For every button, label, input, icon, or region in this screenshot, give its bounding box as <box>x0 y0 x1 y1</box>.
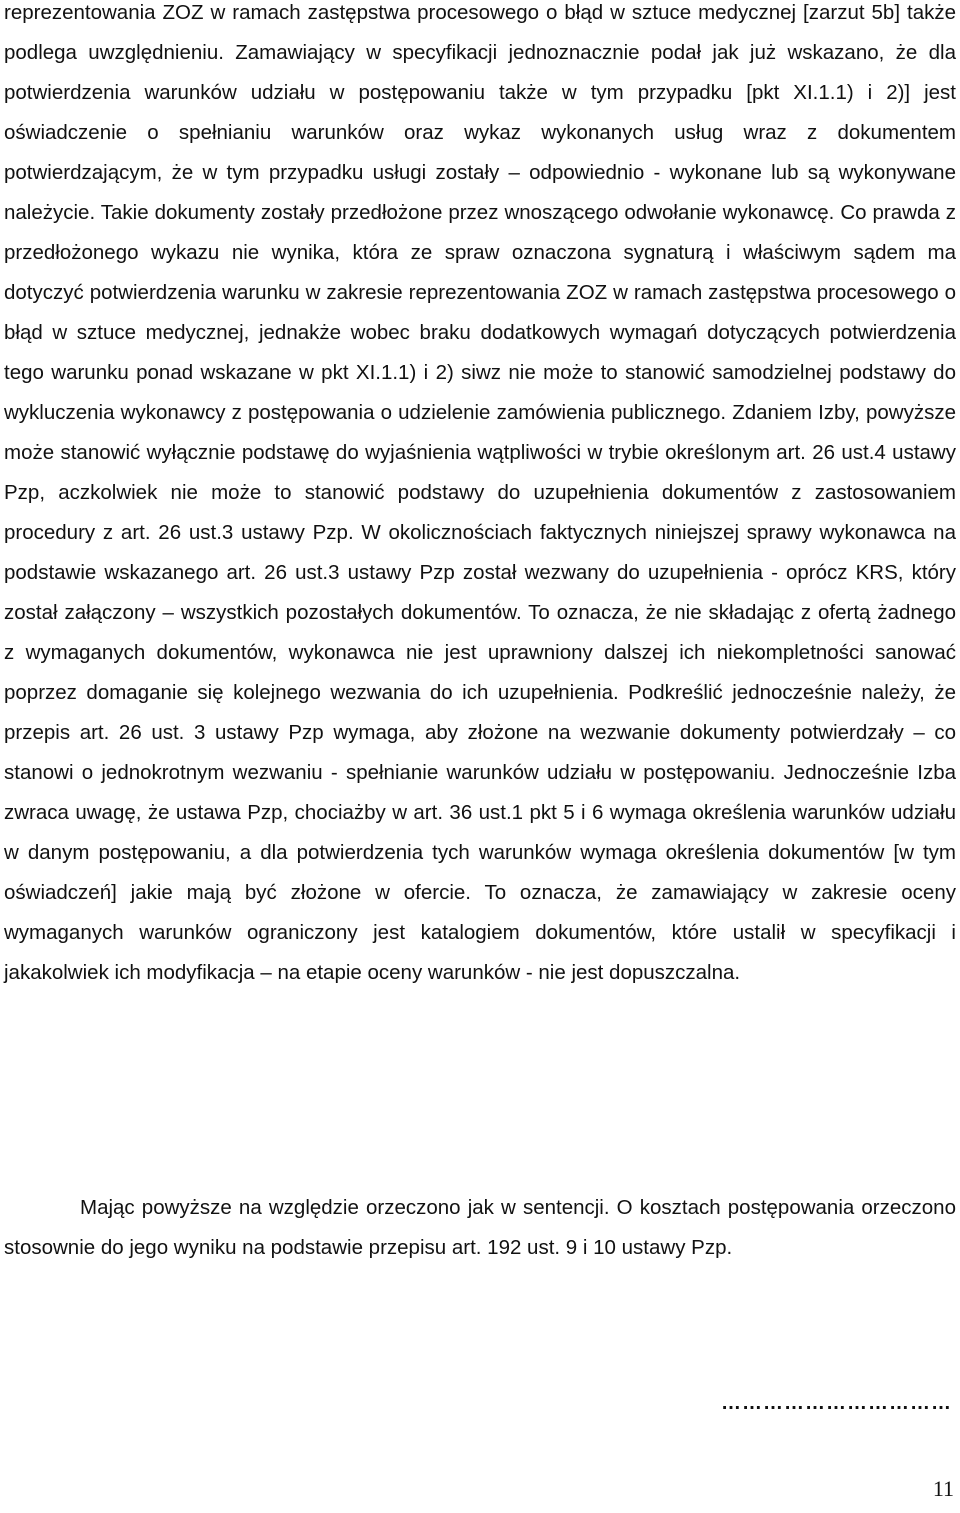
body-paragraph-2: Mając powyższe na względzie orzeczono jak w sentencji. O kosztach postępowania orzeczono stosownie do jego wyniku na podstawie przepisu art. 192 ust. 9 i 10 ustawy Pzp. <box>4 1196 956 1259</box>
signature-line: …………………………… <box>721 1392 952 1414</box>
body-paragraph-1: reprezentowania ZOZ w ramach zastępstwa procesowego o błąd w sztuce medycznej [zarzut 5b] także podlega uwzględnieniu. Zamawiający w specyfikacji jednoznacznie podał jak już wskazano, że dla potwierdzenia warunków udziału w postępowaniu także w tym przypadku [pkt XI.1.1) i 2)] jest oświadczenie o spełnianiu warunków oraz wykaz wykonanych usług wraz z dokumentem potwierdzającym, że w tym przypadku usługi zostały – odpowiednio - wykonane lub są wykonywane należycie. Takie dokumenty zostały przedłożone przez wnoszącego odwołanie wykonawcę. Co prawda z przedłożonego wykazu nie wynika, która ze spraw oznaczona sygnaturą i właściwym sądem ma dotyczyć potwierdzenia warunku w zakresie reprezentowania ZOZ w ramach zastępstwa procesowego o błąd w sztuce medycznej, jednakże wobec braku dodatkowych wymagań dotyczących potwierdzenia tego warunku ponad wskazane w pkt XI.1.1) i 2) siwz nie może to stanowić samodzielnej podstawy do wykluczenia wykonawcy z postępowania o udzielenie zamówienia publicznego. Zdaniem Izby, powyższe może stanowić wyłącznie podstawę do wyjaśnienia wątpliwości w trybie określonym art. 26 ust.4 ustawy Pzp, aczkolwiek nie może to stanowić podstawy do uzupełnienia dokumentów z zastosowaniem procedury z art. 26 ust.3 ustawy Pzp. W okolicznościach faktycznych niniejszej sprawy wykonawca na podstawie wskazanego art. 26 ust.3 ustawy Pzp został wezwany do uzupełnienia - oprócz KRS, który został załączony – wszystkich pozostałych dokumentów. To oznacza, że nie składając z ofertą żadnego z wymaganych dokumentów, wykonawca nie jest uprawniony dalszej ich niekompletności sanować poprzez domaganie się kolejnego wezwania do ich uzupełnienia. Podkreślić jednocześnie należy, że przepis art. 26 ust. 3 ustawy Pzp wymaga, aby złożone na wezwanie dokumenty potwierdzały – co stanowi o jednokrotnym wezwaniu - spełnianie warunków udziału w postępowaniu. Jednocześnie Izba zwraca uwagę, że ustawa Pzp, chociażby w art. 36 ust.1 pkt 5 i 6 wymaga określenia warunków udziału w danym postępowaniu, a dla potwierdzenia tych warunków wymaga określenia dokumentów [w tym oświadczeń] jakie mają być złożone w ofercie. To oznacza, że zamawiający w zakresie oceny wymaganych warunków ograniczony jest katalogiem dokumentów, które ustalił w specyfikacji i jakakolwiek ich modyfikacja – na etapie oceny warunków - nie jest dopuszczalna. <box>4 1 956 984</box>
page-number: 11 <box>932 1476 954 1501</box>
